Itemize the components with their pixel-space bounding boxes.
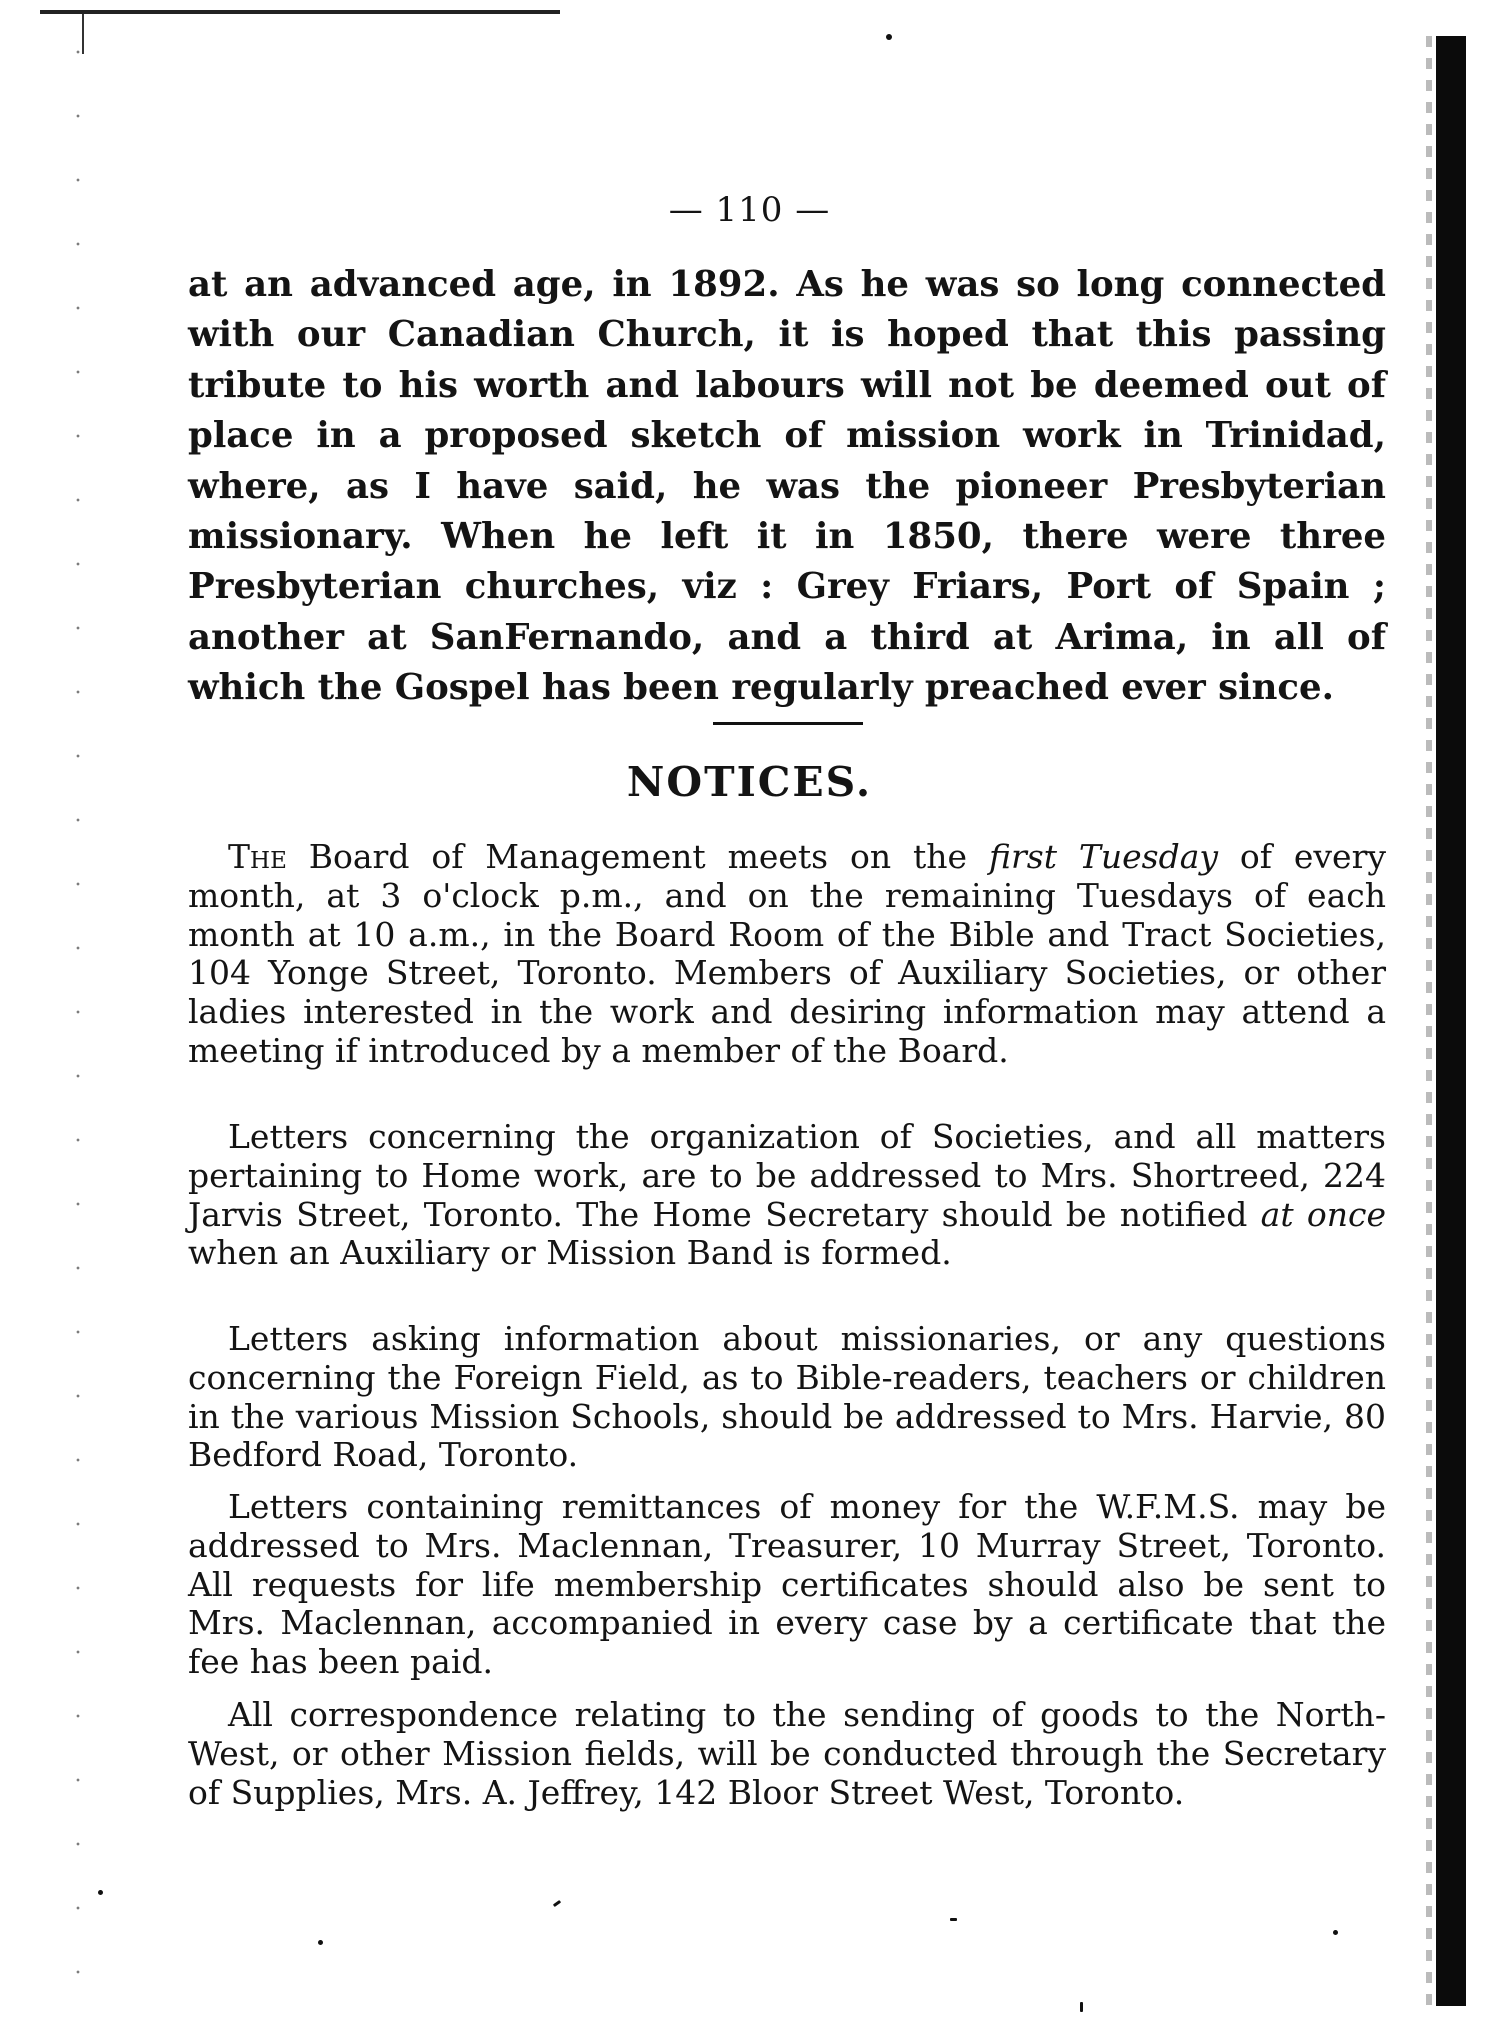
right-edge-texture [1426, 36, 1432, 2006]
speck [1333, 1930, 1338, 1935]
speck [318, 1940, 323, 1945]
right-binding-shadow [1436, 36, 1466, 2006]
speck [98, 1890, 103, 1895]
notice-emphasis: at once [1260, 1194, 1387, 1234]
notice-home-work [188, 1118, 1386, 1273]
notice-remittances: Letters containing remittances of money for the W.F.M.S. may be addressed to Mrs. Maclennan, Treasurer, 10 Murray Street, Toronto. All requests for life membership certificates should also be sent to Mrs. Maclennan, accompanied in every case by a certificate that the fee has been paid. [188, 1487, 1386, 1682]
left-edge-specks [72, 20, 84, 2010]
notice-text: Board of Management meets on the [286, 837, 989, 876]
notice-board-meetings [188, 838, 1386, 1071]
notices-heading: NOTICES. [626, 758, 873, 806]
speck [553, 1900, 561, 1907]
notice-foreign-field: Letters asking information about missionaries, or any questions concerning the Foreign Field, as to Bible-readers, teachers or children in the various Mission Schools, should be addressed to Mrs. Harvie, 80 Bedford Road, Toronto. [188, 1319, 1386, 1475]
notice-lead-word: The [228, 837, 287, 876]
article-paragraph: at an advanced age, in 1892. As he was so long connected with our Canadian Church, it is hoped that this passing tribute to his worth and labours will not be deemed out of place in a proposed sketch of mission work in Trinidad, where, as I have said, he was the pioneer Presbyterian missionary. When he left it in 1850, there were three Presbyterian churches, viz : Grey Friars, Port of Spain ; another at SanFernando, and a third at Arima, in all of which the Gospel has been regularly preached ever since. [188, 264, 1386, 709]
speck [950, 1918, 957, 1921]
speck [1080, 2002, 1083, 2012]
notice-emphasis: first Tuesday [988, 837, 1219, 876]
speck [886, 34, 892, 40]
notice-text: when an Auxiliary or Mission Band is formed. [188, 1233, 952, 1273]
notice-text: of every month, at 3 o'clock p.m., and on the remaining Tuesdays of each month at 10 a.m., in the Board Room of the Bible and Tract Societies, 104 Yonge Street, Toronto. Members of Auxiliary Societies, or other ladies interested in the work and desiring information may attend a meeting if introduced by a member of the Board. [188, 837, 1386, 1070]
section-divider [713, 722, 863, 725]
notice-text: Letters concerning the organization of Societies, and all matters pertaining to Home work, are to be addressed to Mrs. Shortreed, 224 Jarvis Street, Toronto. The Home Secretary should be notified [188, 1117, 1386, 1234]
notice-supplies: All correspondence relating to the sending of goods to the North-West, or other Mission fields, will be conducted through the Secretary of Supplies, Mrs. A. Jeffrey, 142 Bloor Street West, Toronto. [188, 1695, 1386, 1812]
top-edge-rule [40, 10, 560, 14]
page-number: — 110 — [668, 190, 831, 230]
